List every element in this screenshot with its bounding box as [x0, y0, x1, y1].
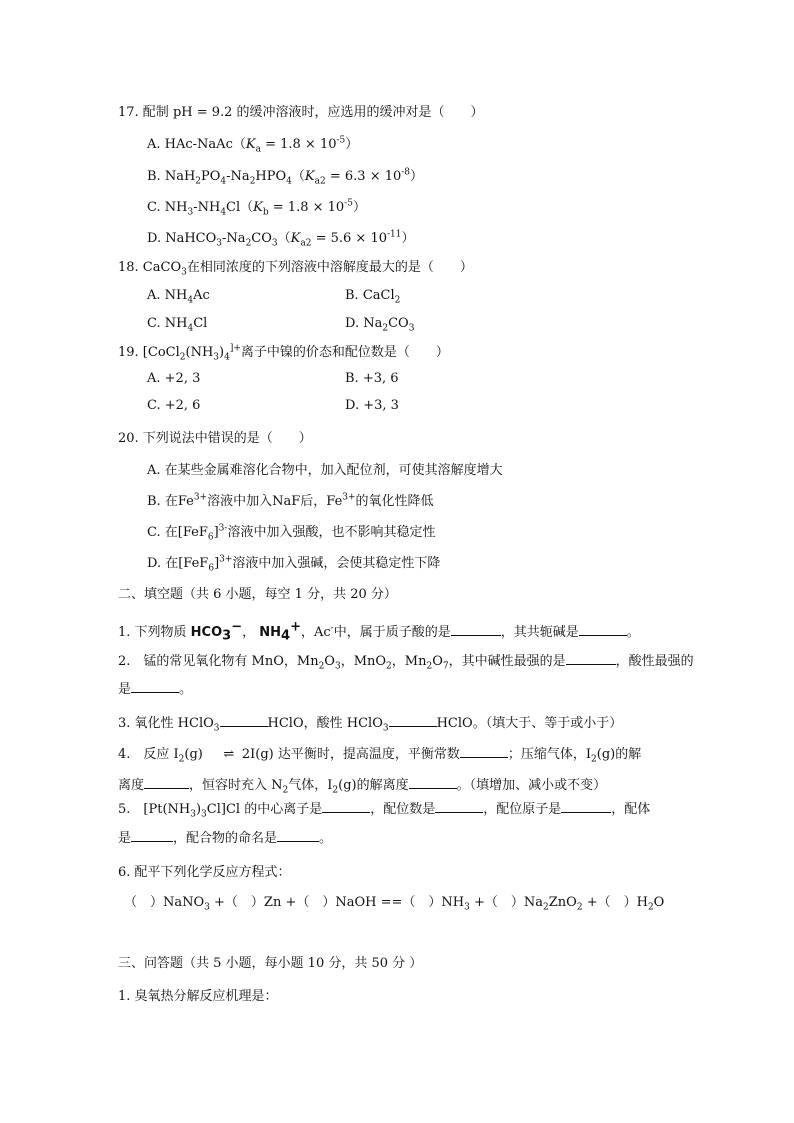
- fill-5-blank-1[interactable]: [322, 800, 370, 813]
- fill-5-line-2: 是 ，配合物的命名是 。: [118, 831, 333, 846]
- q17-option-a[interactable]: A. HAc-$NaAc(K_a = 1.8 \times 10^{-5})$: [147, 135, 359, 155]
- fill-5: 5. $[Pt(NH_3)_3Cl]Cl$ 的中心离子是 ，配位数是 ，配位原子是 ，配体: [118, 802, 651, 820]
- q20-stem: 20. 下列说法中错误的是（ ）: [118, 431, 312, 446]
- fill-4-blank-1[interactable]: [460, 745, 508, 758]
- fill-5-blank-2[interactable]: [435, 800, 483, 813]
- fill-3-blank-2[interactable]: [389, 714, 437, 727]
- q18-option-d[interactable]: D. $Na_2CO_3$: [345, 316, 415, 334]
- fill-5-blank-3[interactable]: [561, 800, 611, 813]
- q19-stem: 19. [$CoCl_2(NH_3)_4^{]+}$离子中镍的价态和配位数是（ ）: [118, 343, 449, 363]
- fill-2-blank-1[interactable]: [566, 652, 616, 665]
- section3-title: 三、问答题（共 5 小题，每小题 10 分，共 50 分 ）: [118, 956, 423, 971]
- fill-3-blank-1[interactable]: [220, 714, 268, 727]
- fill-2: 2. 锰的常见氧化物有 MnO，$Mn_2O_3$，MnO$_2$，$Mn_2O_7$，其中碱性最强的是 ，酸性最强的: [118, 654, 694, 672]
- q19-option-c[interactable]: C. +2, 6: [147, 398, 201, 413]
- q20-option-c[interactable]: C. 在$[FeF_6]^{3-}$溶液中加入强酸，也不影响其稳定性: [147, 523, 436, 543]
- q18-option-c[interactable]: C. $NH_4Cl$: [147, 316, 208, 334]
- fill-3: 3. 氧化性 HClO$_3$ HClO，酸性 HClO$_3$ HClO。（填大于、等于或小于）: [118, 716, 623, 734]
- section2-title: 二、填空题（共 6 小题，每空 1 分，共 20 分）: [118, 587, 397, 602]
- q20-option-b[interactable]: B. 在$Fe^{3+}$溶液中加入NaF后，$Fe^{3+}$的氧化性降低: [147, 492, 434, 509]
- q19-option-a[interactable]: A. +2, 3: [147, 371, 201, 386]
- fill-6-equation[interactable]: （ ）NaNO$_3$ +（ ）Zn +（ ）NaOH ==（ ）$NH_3$ +（ ）$Na_2ZnO_2$ +（ ）$H_2O$: [124, 895, 665, 913]
- fill-4-blank-3[interactable]: [409, 776, 457, 789]
- q19-option-b[interactable]: B. +3, 6: [345, 371, 399, 386]
- q17-option-b[interactable]: B. $NaH_2PO_4-Na_2HPO_4(K_{a2} = 6.3 \times 10^{-8})$: [147, 167, 424, 187]
- q20-option-d[interactable]: D. 在$[FeF_6]^{3+}$溶液中加入强碱，会使其稳定性下降: [147, 554, 441, 574]
- q20-option-a[interactable]: A. 在某些金属难溶化合物中，加入配位剂，可使其溶解度增大: [147, 463, 503, 478]
- fill-4: 4. 反应 $I_2(g)$ ⇌ 2I(g) 达平衡时，提高温度，平衡常数 ；压缩气体，$I_2(g)$的解: [118, 747, 642, 765]
- q17-option-d[interactable]: D. $NaHCO_3-Na_2CO_3(K_{a2} = 5.6 \times 10^{-11})$: [147, 229, 415, 249]
- q19-option-d[interactable]: D. +3, 3: [345, 398, 399, 413]
- fill-1-blank-2[interactable]: [579, 623, 627, 636]
- q18-stem: 18. CaCO$_3$在相同浓度的下列溶液中溶解度最大的是（ ）: [118, 260, 473, 278]
- q18-option-b[interactable]: B. CaCl$_2$: [345, 288, 401, 306]
- fill-5-blank-5[interactable]: [277, 829, 319, 842]
- fill-4-blank-2[interactable]: [144, 776, 189, 789]
- section3-q1: 1. 臭氧热分解反应机理是：: [118, 989, 278, 1004]
- fill-5-blank-4[interactable]: [131, 829, 173, 842]
- q17-option-c[interactable]: C. $NH_3-NH_4Cl(K_b = 1.8 \times 10^{-5})$: [147, 198, 366, 218]
- q17-stem: 17. 配制 pH = 9.2 的缓冲溶液时，应选用的缓冲对是（ ）: [118, 105, 484, 120]
- fill-1-blank-1[interactable]: [451, 623, 501, 636]
- fill-2-blank-2[interactable]: [131, 680, 179, 693]
- equilibrium-arrow-icon: ⇌: [223, 747, 235, 762]
- fill-1: 1. 下列物质 $HCO_3^-$， $NH_4^+$，Ac-中，属于质子酸的是 ，其共轭碱是 。: [118, 619, 640, 644]
- q18-option-a[interactable]: A. $NH_4Ac$: [147, 288, 210, 306]
- fill-2-line-2: 是 。: [118, 682, 193, 697]
- fill-6: 6. 配平下列化学反应方程式：: [118, 865, 291, 880]
- fill-4-line-2: 离度 ，恒容时充入 $N_2$气体，$I_2(g)$的解离度 。（填增加、减小或不变）: [118, 778, 607, 796]
